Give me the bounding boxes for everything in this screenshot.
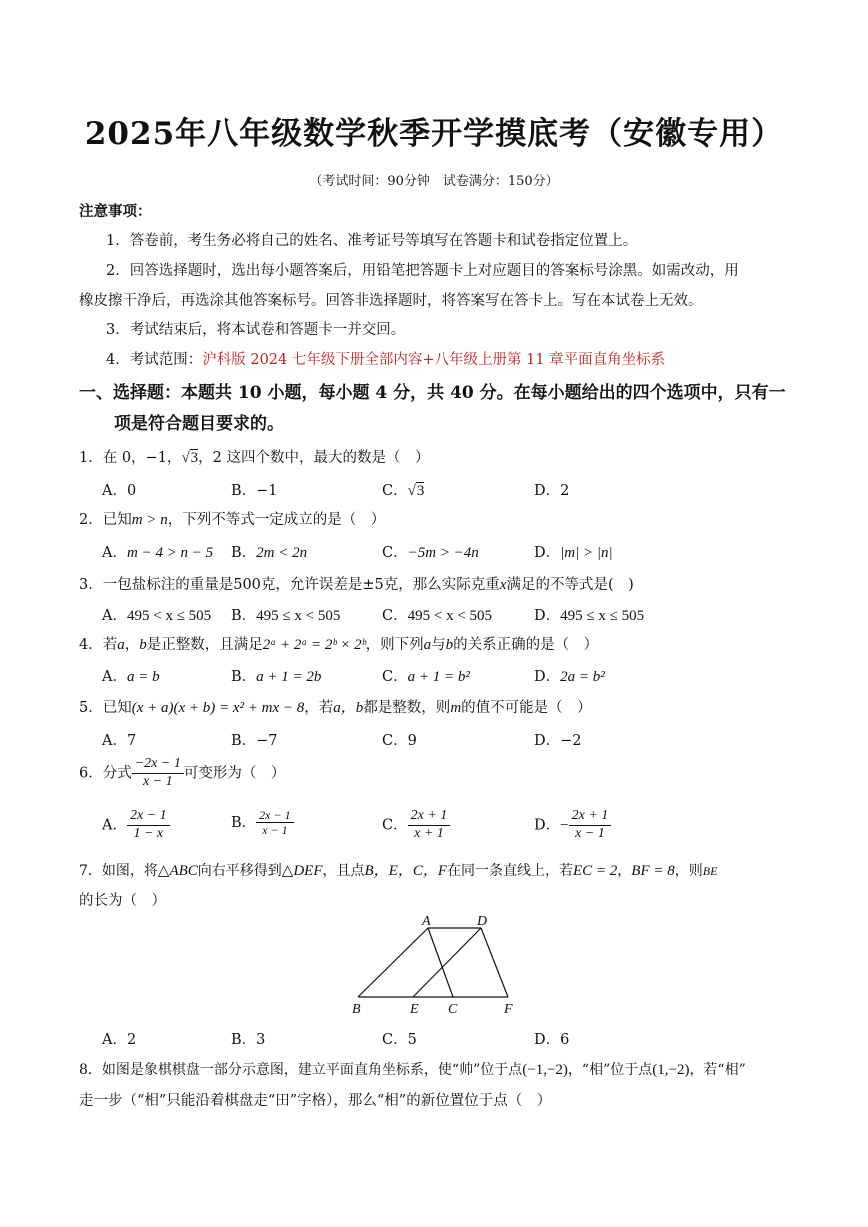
scope-label: 4．考试范围： <box>106 352 203 368</box>
translation-figure <box>340 912 530 1022</box>
q7-option-d: D．6 <box>534 1032 570 1048</box>
question-7-cont: 的长为（ ） <box>79 893 166 909</box>
q5-option-b: B．−7 <box>231 733 278 749</box>
notice-item: 1．答卷前，考生务必将自己的姓名、准考证号等填写在答题卡和试卷指定位置上。 <box>106 233 638 249</box>
label-a: A <box>422 914 431 929</box>
q7-option-b: B．3 <box>231 1032 266 1048</box>
q3-option-c: C．495 < x < 505 <box>382 608 493 624</box>
segment-ab <box>358 928 428 997</box>
q4-option-b: B．a + 1 = 2b <box>231 669 322 685</box>
notice-item: 3．考试结束后，将本试卷和答题卡一并交回。 <box>106 322 406 338</box>
label-c: C <box>448 1002 458 1017</box>
q7-option-c: C．5 <box>382 1032 417 1048</box>
question-3: 3．一包盐标注的重量是500克，允许误差是±5克，那么实际克重x满足的不等式是( ) <box>79 577 634 593</box>
q2-option-c: C．−5m > −4n <box>382 545 479 561</box>
question-5: 5．已知(x + a)(x + b) = x² + mx − 8，若a，b都是整数，则m的值不可能是（ ） <box>79 700 592 716</box>
q2-option-a: A．m − 4 > n − 5 <box>102 545 214 561</box>
label-f: F <box>504 1002 513 1017</box>
q6-option-d: D．− $\frac{2x + 1}{x - 1}$ <box>534 808 611 843</box>
label-d: D <box>477 914 488 929</box>
segment-df <box>481 928 508 997</box>
q6-option-a: A． $\frac{2x - 1}{1 - x}$ <box>102 808 170 843</box>
q6-fraction: $\frac{-2x - 1}{x - 1}$ <box>132 756 184 791</box>
q1-option-b: B．−1 <box>231 483 278 499</box>
q2-option-d: D．|m| > |n| <box>534 545 613 561</box>
q6-option-c: C． $\frac{2x + 1}{x + 1}$ <box>382 808 450 843</box>
question-6: 6．分式 $\frac{-2x - 1}{x - 1}$ 可变形为（ ） <box>79 756 286 789</box>
q1-text-end: ，2 这四个数中，最大的数是（ ） <box>198 450 430 466</box>
q3-option-a: A．495 < x ≤ 505 <box>102 608 212 624</box>
q1-option-c: C．√3 <box>382 483 425 499</box>
section-heading-cont: 项是符合题目要求的。 <box>114 414 284 434</box>
question-1 <box>79 446 430 467</box>
question-8-cont: 走一步（“相”只能沿着棋盘走“田”字格），那么“相”的新位置位于点（ ） <box>79 1093 552 1109</box>
page-title: 2025年八年级数学秋季开学摸底考（安徽专用） <box>84 116 784 152</box>
q5-option-a: A．7 <box>102 733 137 749</box>
q5-option-c: C．9 <box>382 733 417 749</box>
q1-sqrt: √3 <box>181 450 199 466</box>
scope-text: 沪科版 2024 七年级下册全部内容+八年级上册第 11 章平面直角坐标系 <box>202 352 666 368</box>
question-2: 2．已知m > n，下列不等式一定成立的是（ ） <box>79 512 386 528</box>
exam-info: （考试时间：90分钟 试卷满分：150分） <box>309 174 559 189</box>
question-7: 7．如图，将△ABC向右平移得到△DEF，且点B，E，C，F在同一条直线上，若EC = 2，BF = 8，则BE <box>79 863 718 879</box>
q1-option-d: D．2 <box>534 483 570 499</box>
label-e: E <box>410 1002 419 1017</box>
q7-option-a: A．2 <box>102 1032 137 1048</box>
notice-item: 橡皮擦干净后，再选涂其他答案标号。回答非选择题时，将答案写在答卡上。写在本试卷上无效。 <box>79 293 703 309</box>
q5-option-d: D．−2 <box>534 733 582 749</box>
q2-option-b: B．2m < 2n <box>231 545 308 561</box>
notice-item-scope <box>106 348 665 369</box>
question-8: 8．如图是象棋棋盘一部分示意图，建立平面直角坐标系，使“帅”位于点(−1,−2)，“相”位于点(1,−2)，若“相” <box>79 1062 746 1078</box>
section-heading: 一、选择题：本题共 10 小题，每小题 4 分，共 40 分。在每小题给出的四个选项中，只有一 <box>79 383 786 403</box>
q4-option-c: C．a + 1 = b² <box>382 669 470 685</box>
segment-ac <box>428 928 453 997</box>
q4-option-d: D．2a = b² <box>534 669 605 685</box>
q6-option-b: B． $\frac{2x - 1}{x - 1}$ <box>231 808 294 838</box>
notice-item: 2．回答选择题时，选出每小题答案后，用铅笔把答题卡上对应题目的答案标号涂黑。如需改动，用 <box>106 263 739 279</box>
q1-text: 1．在 0，−1， <box>79 450 182 466</box>
question-4: 4．若a，b是正整数，且满足2ᵃ + 2ᵃ = 2ᵇ × 2ᵇ，则下列a与b的关系正确的是（ ） <box>79 637 599 653</box>
q3-option-b: B．495 ≤ x < 505 <box>231 608 341 624</box>
label-b: B <box>352 1002 361 1017</box>
segment-de <box>413 928 481 997</box>
q3-option-d: D．495 ≤ x ≤ 505 <box>534 608 645 624</box>
q4-option-a: A．a = b <box>102 669 160 685</box>
q1-option-a: A．0 <box>102 483 137 499</box>
notice-heading: 注意事项： <box>79 203 152 220</box>
